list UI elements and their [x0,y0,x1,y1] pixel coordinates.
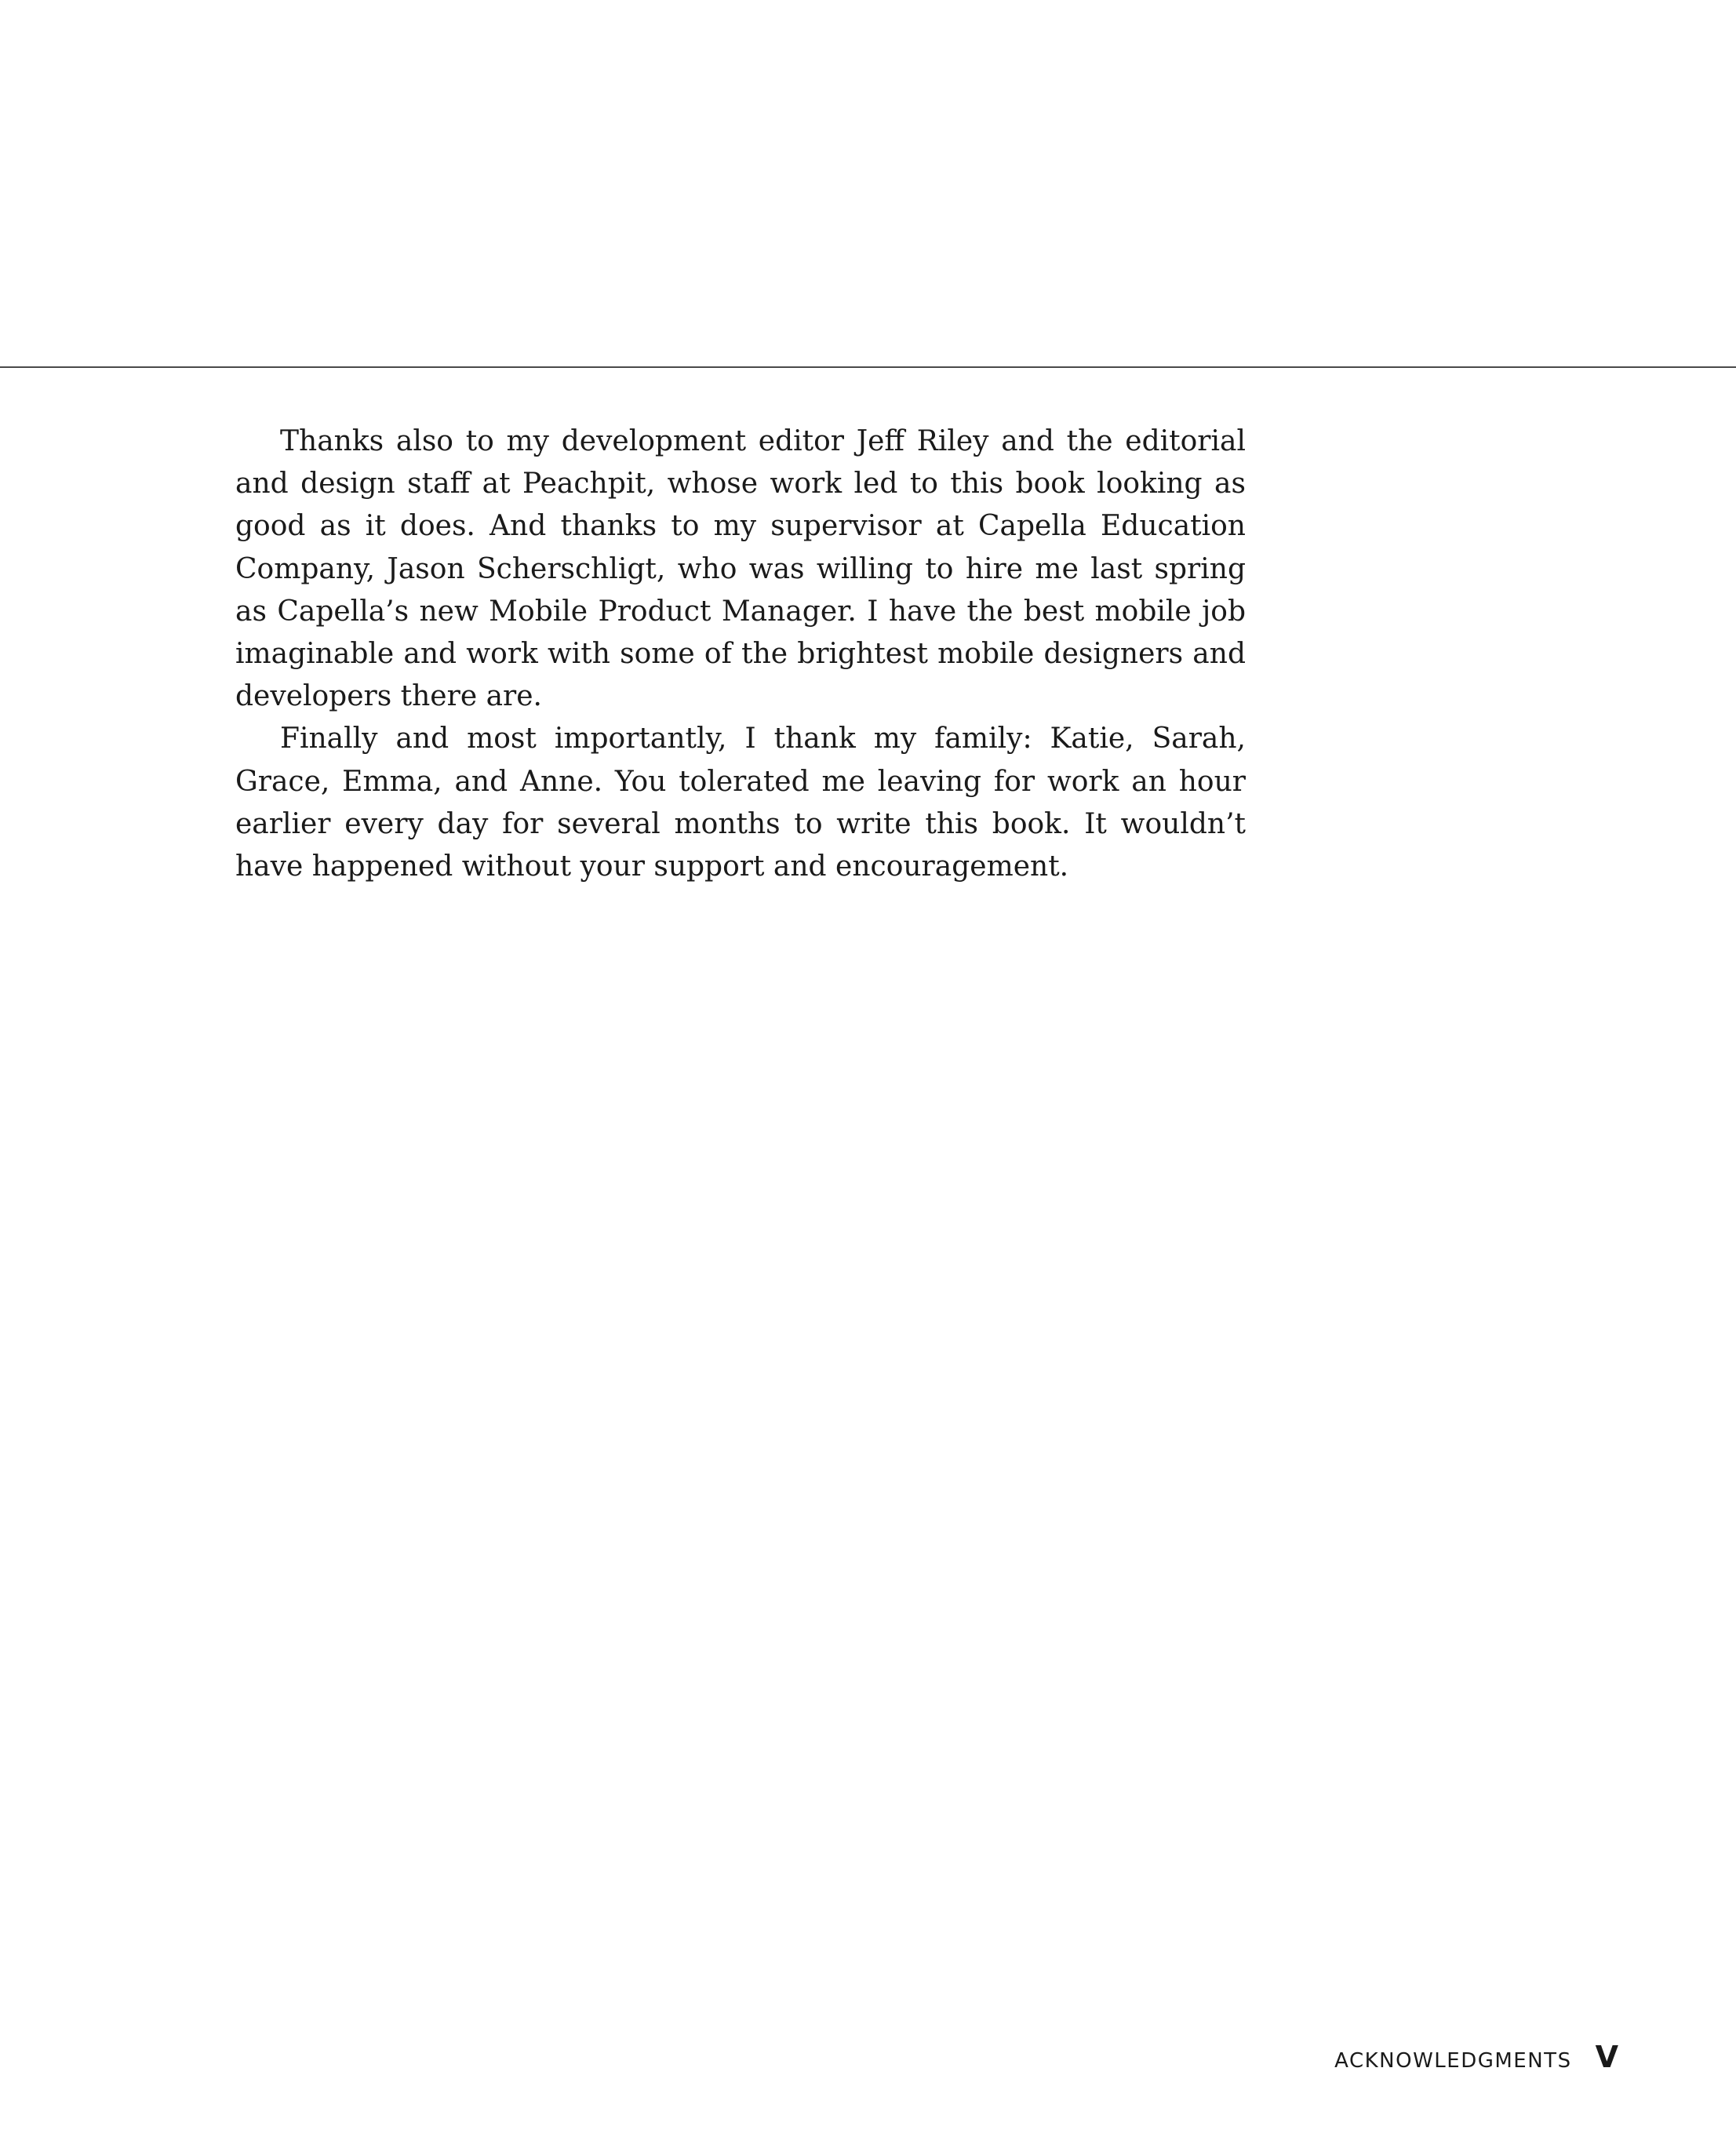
paragraph: Finally and most importantly, I thank my family: Katie, Sarah, Grace, Emma, and Anne. You tolerated me leaving for work an hour earlier every day for several months to write this book. It wouldn’t have happened without your support and encouragement. [235,723,1246,883]
acknowledgments-text [235,420,1246,888]
page-number: V [1595,2040,1618,2074]
page-footer [1334,2040,1618,2079]
running-head: ACKNOWLEDGMENTS [1334,2049,1572,2073]
header-rule [0,366,1736,368]
paragraph: Thanks also to my development editor Jeff Riley and the editorial and design staff at Peachpit, whose work led to this book looking as good as it does. And thanks to my supervisor at Capella Education Company, Jason Scherschligt, who was willing to hire me last spring as Capella’s new Mobile Product Manager. I have the best mobile job imaginable and work with some of the brightest mobile designers and developers there are. [235,425,1246,713]
